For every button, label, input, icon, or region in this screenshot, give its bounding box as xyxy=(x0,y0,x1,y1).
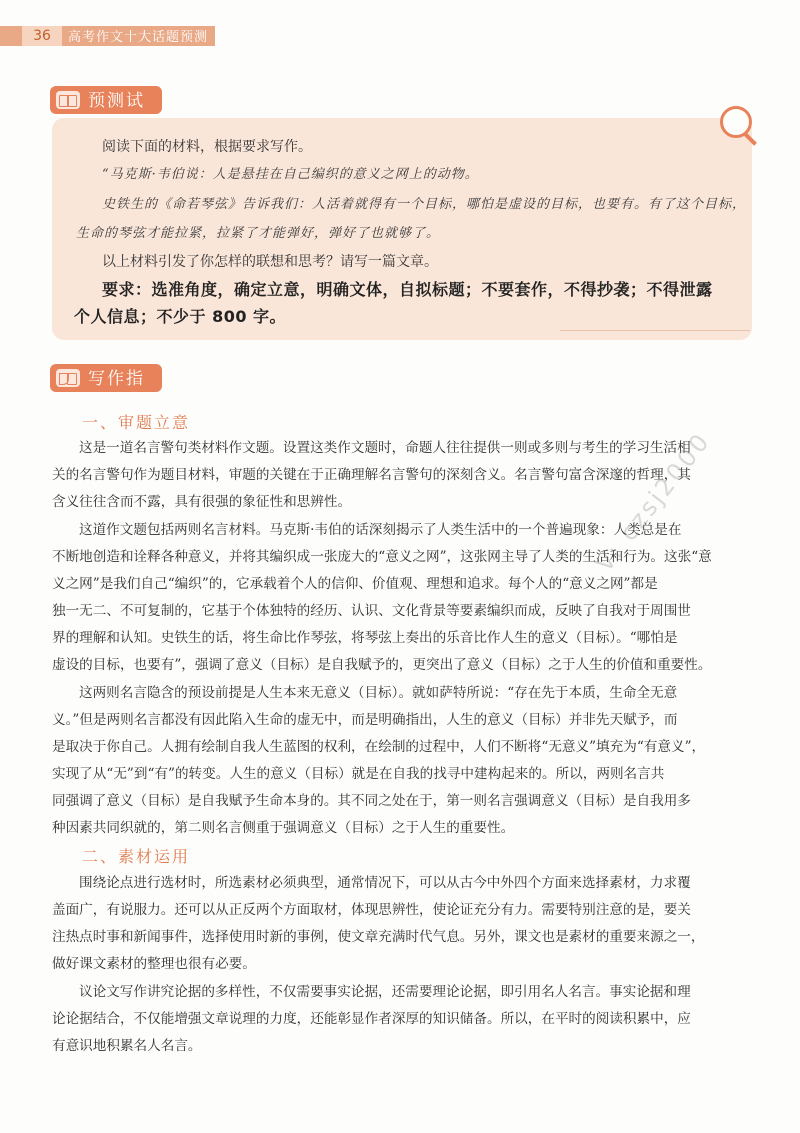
watermark: V: czsj2000 xyxy=(590,426,717,578)
quote-shi-line2: 生命的琴弦才能拉紧，拉紧了才能弹好，弹好了也就够了。 xyxy=(76,226,441,241)
paragraph-line: 义。”但是两则名言都没有因此陷入生命的虚无中，而是明确指出，人生的意义（目标）并非先天赋予，而 xyxy=(52,712,678,728)
paragraph-line: 议论文写作讲究论据的多样性，不仅需要事实论据，还需要理论论据，即引用名人名言。事实论据和理 xyxy=(79,984,691,1000)
quote-shi-line1: 史铁生的《命若琴弦》告诉我们：人活着就得有一个目标，哪怕是虚设的目标，也要有。有了这个目标， xyxy=(102,197,747,212)
prediction-section-label xyxy=(50,86,162,114)
paragraph-line: 有意识地积累名人名言。 xyxy=(52,1038,202,1054)
prediction-label-text: 预测试 xyxy=(88,91,145,111)
paragraph-line: 这是一道名言警句类材料作文题。设置这类作文题时，命题人往往提供一则或多则与考生的学习生活相 xyxy=(79,440,691,456)
paragraph-line: 这两则名言隐含的预设前提是人生本来无意义（目标）。就如萨特所说：“存在先于本质，生命全无意 xyxy=(79,685,678,701)
requirements-line2: 个人信息；不少于 800 字。 xyxy=(74,307,287,326)
pencil-icon xyxy=(56,369,80,387)
paragraph-line: 注热点时事和新闻事件，选择使用时新的事例，使文章充满时代气息。另外，课文也是素材的重要来源之一， xyxy=(52,929,705,945)
paragraph-line: 做好课文素材的整理也很有必要。 xyxy=(52,956,256,972)
guide-label-text: 写作指引 xyxy=(88,369,145,414)
book-icon xyxy=(56,91,80,109)
question-intro: 阅读下面的材料，根据要求写作。 xyxy=(102,139,312,155)
heading-material-use: 二、素材运用 xyxy=(82,847,191,866)
paragraph-line: 虚设的目标，也要有”，强调了意义（目标）是自我赋予的，更突出了意义（目标）之于人生的价值和重要性。 xyxy=(52,657,712,673)
paragraph-line: 论论据结合，不仅能增强文章说理的力度，还能彰显作者深厚的知识储备。所以，在平时的阅读积累中，应 xyxy=(52,1011,691,1027)
paragraph-line: 盖面广，有说服力。还可以从正反两个方面取材，体现思辨性，使论证充分有力。需要特别注意的是，要关 xyxy=(52,902,691,918)
paragraph-line: 种因素共同织就的，第二则名言侧重于强调意义（目标）之于人生的重要性。 xyxy=(52,820,515,836)
question-prompt: 以上材料引发了你怎样的联想和思考？请写一篇文章。 xyxy=(102,254,438,270)
paragraph-line: 是取决于你自己。人拥有绘制自我人生蓝图的权利，在绘制的过程中，人们不断将“无意义”填充为“有意义”， xyxy=(52,739,706,755)
paragraph-line: 义之网”是我们自己“编织”的，它承载着个人的信仰、价值观、理想和追求。每个人的“意义之网”都是 xyxy=(52,576,658,592)
guide-section-label xyxy=(50,364,162,414)
quote-weber: “马克斯·韦伯说：人是悬挂在自己编织的意义之网上的动物。 xyxy=(102,167,479,182)
book-title: 高考作文十大话题预测 xyxy=(68,30,209,45)
paragraph-line: 围绕论点进行选材时，所选素材必须典型，通常情况下，可以从古今中外四个方面来选择素材，力求覆 xyxy=(79,875,691,891)
heading-topic-analysis: 一、审题立意 xyxy=(82,413,191,432)
paragraph-line: 界的理解和认知。史铁生的话，将生命比作琴弦，将琴弦上奏出的乐音比作人生的意义（目标）。“哪怕是 xyxy=(52,630,678,646)
page-number: 36 xyxy=(22,26,62,46)
paragraph-line: 实现了从“无”到“有”的转变。人生的意义（目标）就是在自我的找寻中建构起来的。所以，两则名言共 xyxy=(52,766,665,782)
paragraph-line: 这道作文题包括两则名言材料。马克斯·韦伯的话深刻揭示了人类生活中的一个普遍现象：人类总是在 xyxy=(79,522,682,538)
requirements-line1: 要求：选准角度，确定立意，明确文体，自拟标题；不要套作，不得抄袭；不得泄露 xyxy=(102,280,713,299)
magnifier-icon xyxy=(720,106,752,138)
paragraph-line: 同强调了意义（目标）是自我赋予生命本身的。其不同之处在于，第一则名言强调意义（目标）是自我用多 xyxy=(52,793,691,809)
paragraph-line: 关的名言警句作为题目材料，审题的关键在于正确理解名言警句的深刻含义。名言警句富含深邃的哲理，其 xyxy=(52,467,691,483)
paragraph-line: 不断地创造和诠释各种意义，并将其编织成一张庞大的“意义之网”，这张网主导了人类的生活和行为。这张“意 xyxy=(52,549,712,565)
paragraph-line: 含义往往含而不露，具有很强的象征性和思辨性。 xyxy=(52,494,352,510)
divider xyxy=(560,330,750,331)
paragraph-line: 独一无二、不可复制的，它基于个体独特的经历、认识、文化背景等要素编织而成，反映了自我对于周围世 xyxy=(52,603,691,619)
